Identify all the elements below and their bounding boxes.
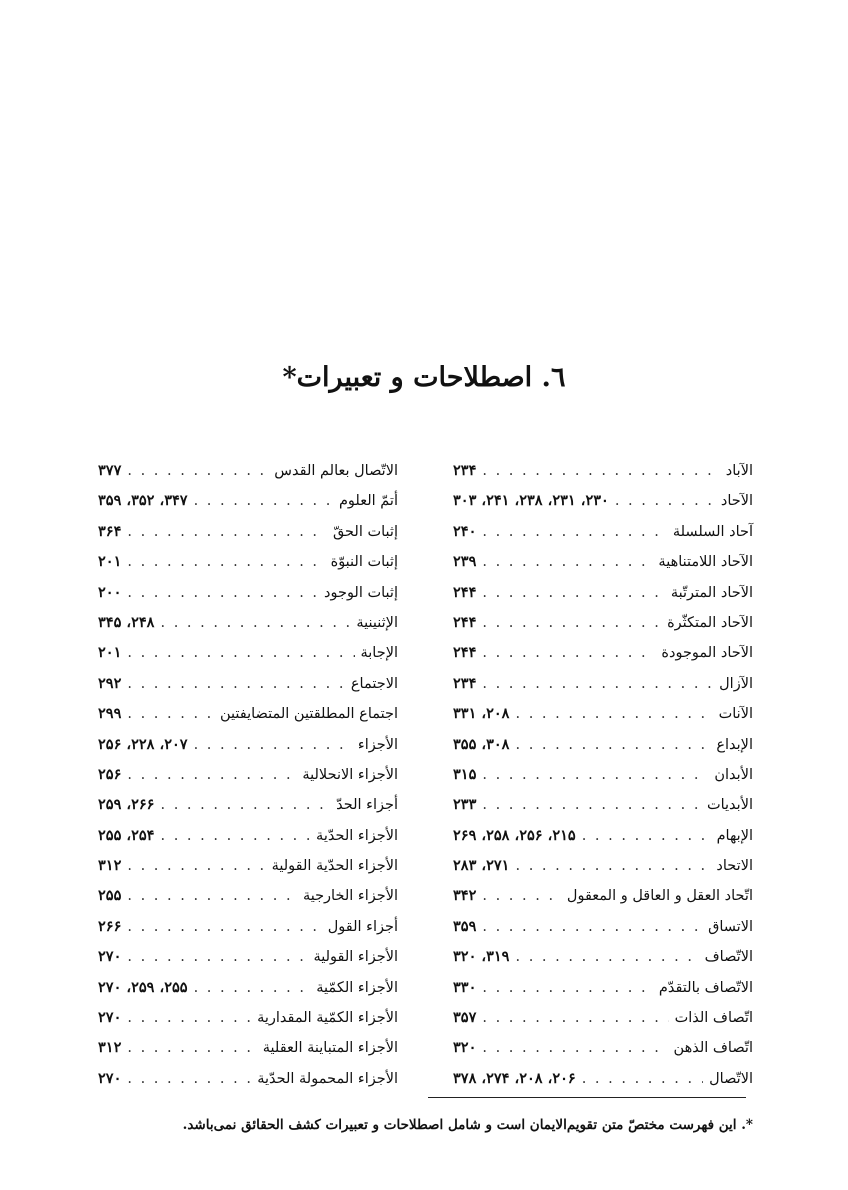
leader-dots: [127, 1033, 256, 1063]
index-term: الاتّصاف: [704, 949, 753, 966]
index-pages: ٣١۵: [453, 765, 477, 783]
index-entry: [98, 486, 398, 516]
index-pages: ٢٣٩: [453, 553, 477, 571]
leader-dots: [515, 730, 710, 760]
index-pages: ٢۵۴، ٢۵۵: [98, 826, 155, 844]
index-pages: ٣٢٠: [453, 1039, 477, 1057]
index-pages: ٢۴٠: [453, 522, 477, 540]
index-term: الآحاد المترتّبة: [670, 584, 753, 601]
leader-dots: [482, 638, 655, 668]
index-pages: ٣٧٧: [98, 462, 122, 479]
index-pages: ٢۴۴: [453, 583, 477, 601]
index-entry: [453, 790, 753, 820]
index-entry: [98, 608, 398, 638]
index-term: اجتماع المطلقتين المتضايفتين: [219, 706, 398, 723]
leader-dots: [127, 881, 297, 911]
index-entry: [453, 547, 753, 577]
index-entry: [453, 821, 753, 851]
index-pages: ٣۵٧: [453, 1009, 477, 1027]
index-entry: [453, 760, 753, 790]
leader-dots: [127, 547, 324, 577]
index-entry: [98, 638, 398, 668]
index-entry: [98, 1033, 398, 1063]
leader-dots: [127, 851, 265, 881]
index-entry: [453, 699, 753, 729]
index-entry: [453, 669, 753, 699]
index-term: الأجزاء الحدّية القولية: [271, 858, 398, 875]
leader-dots: [127, 578, 318, 608]
index-pages: ٢٠٠: [98, 583, 122, 601]
index-pages: ٢٠١: [98, 553, 122, 571]
leader-dots: [482, 547, 652, 577]
leader-dots: [482, 517, 666, 547]
index-pages: ٢۶۶، ٢۵٩: [98, 796, 155, 814]
index-term: إثبات الوجود: [324, 584, 398, 601]
index-entry: [453, 1003, 753, 1033]
index-entry: [98, 730, 398, 760]
index-pages: ٣١٢: [98, 1039, 122, 1057]
leader-dots: [127, 1064, 251, 1094]
index-term: الآحاد: [720, 493, 753, 510]
index-entry: [453, 1064, 753, 1094]
index-pages: ٣۶۴: [98, 522, 122, 540]
footnote: *. این فهرست مختصّ متن تقویم‌الایمان است و شامل اصطلاحات و تعبیرات کشف الحقائق نمی‌باشد.: [182, 1117, 753, 1133]
page-heading: ٦. اصطلاحات و تعبیرات*: [282, 362, 566, 393]
leader-dots: [482, 608, 661, 638]
leader-dots: [127, 1003, 251, 1033]
index-term: الأجزاء الكمّية: [316, 979, 398, 996]
index-pages: ٣١٢: [98, 857, 122, 875]
index-entry: [98, 760, 398, 790]
index-entry: [98, 669, 398, 699]
index-pages: ٢۵۶: [98, 765, 122, 783]
index-term: اتّصاف الذات: [674, 1010, 753, 1027]
leader-dots: [127, 942, 307, 972]
leader-dots: [160, 821, 310, 851]
index-entry: [98, 699, 398, 729]
index-term: الآحاد المتكثّرة: [667, 614, 753, 631]
index-term: الأبدان: [714, 766, 753, 783]
leader-dots: [515, 699, 712, 729]
index-term: الآحاد الموجودة: [661, 645, 753, 662]
index-entry: [98, 1064, 398, 1094]
index-term: الاتّصال بعالم القدس: [274, 463, 398, 479]
index-term: الآنات: [718, 706, 753, 723]
index-column-right: [453, 456, 753, 1094]
index-entry: [453, 973, 753, 1003]
index-term: اتّحاد العقل و العاقل و المعقول: [566, 888, 753, 905]
index-entry: [453, 486, 753, 516]
index-entry: [98, 456, 398, 486]
leader-dots: [160, 608, 350, 638]
index-pages: ٢٧١، ٢٨٣: [453, 857, 510, 875]
leader-dots: [615, 486, 715, 516]
index-term: أجزاء الحدّ: [336, 797, 398, 814]
leader-dots: [482, 881, 561, 911]
index-entry: [453, 881, 753, 911]
index-pages: ٢٠٨، ٣٣١: [453, 705, 510, 723]
index-term: الأجزاء: [357, 736, 398, 753]
index-pages: ٢۵۵: [98, 887, 122, 905]
index-term: الاتحاد: [716, 858, 753, 875]
index-pages: ٢۶۶: [98, 917, 122, 935]
index-term: آحاد السلسلة: [672, 523, 753, 540]
leader-dots: [482, 790, 701, 820]
index-pages: ٣١٩، ٣٢٠: [453, 948, 510, 966]
leader-dots: [515, 942, 698, 972]
index-pages: ٣۴٧، ٣۵٢، ٣۵٩: [98, 492, 188, 510]
index-pages: ٣۵٩: [453, 917, 477, 935]
leader-dots: [482, 1003, 668, 1033]
index-pages: ٣۴٢: [453, 887, 477, 905]
leader-dots: [127, 638, 354, 668]
index-pages: ٣٠٨، ٣۵۵: [453, 735, 510, 753]
index-entry: [453, 456, 753, 486]
index-pages: ٢٣۴: [453, 674, 477, 692]
index-term: الآحاد اللامتناهية: [658, 554, 753, 571]
index-entry: [98, 517, 398, 547]
index-entry: [453, 578, 753, 608]
index-term: إثبات النبوّة: [330, 554, 398, 571]
index-pages: ٢٣٣: [453, 796, 477, 814]
index-entry: [98, 578, 398, 608]
index-pages: ٢٠۶، ٢٠٨، ٢٧۴، ٣٧٨: [453, 1069, 576, 1087]
footnote-rule: [428, 1097, 746, 1098]
index-pages: ٣٣٠: [453, 978, 477, 996]
index-term: الإبهام: [716, 827, 753, 844]
index-term: الآزال: [719, 675, 753, 692]
index-entry: [98, 1003, 398, 1033]
index-entry: [98, 547, 398, 577]
leader-dots: [482, 456, 719, 486]
leader-dots: [127, 699, 214, 729]
leader-dots: [582, 1064, 703, 1094]
index-entry: [98, 881, 398, 911]
index-entry: [98, 790, 398, 820]
leader-dots: [482, 760, 708, 790]
index-entry: [453, 942, 753, 972]
index-entry: [453, 851, 753, 881]
index-pages: ٢۵۵، ٢۵٩، ٢٧٠: [98, 978, 188, 996]
index-entry: [453, 730, 753, 760]
leader-dots: [482, 1033, 667, 1063]
leader-dots: [194, 486, 333, 516]
index-pages: ٢٠٧، ٢٢٨، ٢۵۶: [98, 735, 188, 753]
index-pages: ٢٠١: [98, 644, 122, 662]
leader-dots: [127, 669, 345, 699]
index-pages: ٢٧٠: [98, 1069, 122, 1087]
index-term: الأجزاء الخارجية: [302, 888, 398, 905]
index-entry: [453, 912, 753, 942]
index-term: الأجزاء الحدّية: [316, 827, 398, 844]
index-pages: ٢۴۴: [453, 644, 477, 662]
index-term: الاتّصال: [709, 1070, 753, 1087]
index-term: الإثنينية: [356, 614, 398, 631]
leader-dots: [482, 912, 702, 942]
leader-dots: [127, 760, 296, 790]
index-entry: [98, 821, 398, 851]
index-pages: ٢۴٨، ٣۴۵: [98, 613, 155, 631]
leader-dots: [515, 851, 710, 881]
index-term: الاتساق: [708, 918, 753, 935]
index-entry: [453, 517, 753, 547]
index-term: الإبداع: [716, 736, 753, 753]
index-entry: [98, 942, 398, 972]
index-term: الأجزاء المتباينة العقلية: [262, 1040, 398, 1057]
index-term: الآباد: [725, 463, 753, 479]
index-entry: [98, 973, 398, 1003]
index-pages: ٢٣٠، ٢٣١، ٢٣٨، ٢۴١، ٣٠٣: [453, 492, 609, 510]
index-pages: ٢٧٠: [98, 948, 122, 966]
index-term: اتّصاف الذهن: [673, 1040, 753, 1057]
index-pages: ٢٩٩: [98, 705, 122, 723]
index-entry: [453, 638, 753, 668]
index-entry: [98, 912, 398, 942]
index-term: إثبات الحقّ: [332, 523, 398, 540]
leader-dots: [194, 730, 352, 760]
leader-dots: [482, 669, 713, 699]
index-pages: ٢٧٠: [98, 1009, 122, 1027]
index-term: الأجزاء القولية: [313, 949, 398, 966]
index-term: الاجتماع: [350, 675, 398, 692]
leader-dots: [194, 973, 311, 1003]
leader-dots: [160, 790, 330, 820]
index-pages: ٢۴۴: [453, 613, 477, 631]
index-term: الإجابة: [360, 645, 398, 662]
index-term: الاتّصاف بالتقدّم: [658, 979, 753, 996]
index-term: الأبديات: [706, 797, 753, 814]
leader-dots: [127, 912, 321, 942]
index-term: الأجزاء الانحلالية: [302, 766, 398, 783]
leader-dots: [127, 456, 268, 486]
leader-dots: [482, 578, 664, 608]
index-pages: ٢٩٢: [98, 674, 122, 692]
index-term: الأجزاء الكمّية المقدارية: [257, 1010, 398, 1027]
index-entry: [98, 851, 398, 881]
leader-dots: [127, 517, 327, 547]
index-term: أجزاء القول: [327, 918, 398, 935]
index-term: أتمّ العلوم: [338, 493, 398, 510]
index-entry: [453, 1033, 753, 1063]
leader-dots: [482, 973, 652, 1003]
index-pages: ٢٣۴: [453, 462, 477, 479]
index-term: الأجزاء المحمولة الحدّية: [257, 1070, 398, 1087]
leader-dots: [582, 821, 711, 851]
index-entry: [453, 608, 753, 638]
index-column-left: [98, 456, 398, 1094]
index-pages: ٢١۵، ٢۵۶، ٢۵٨، ٢۶٩: [453, 826, 576, 844]
